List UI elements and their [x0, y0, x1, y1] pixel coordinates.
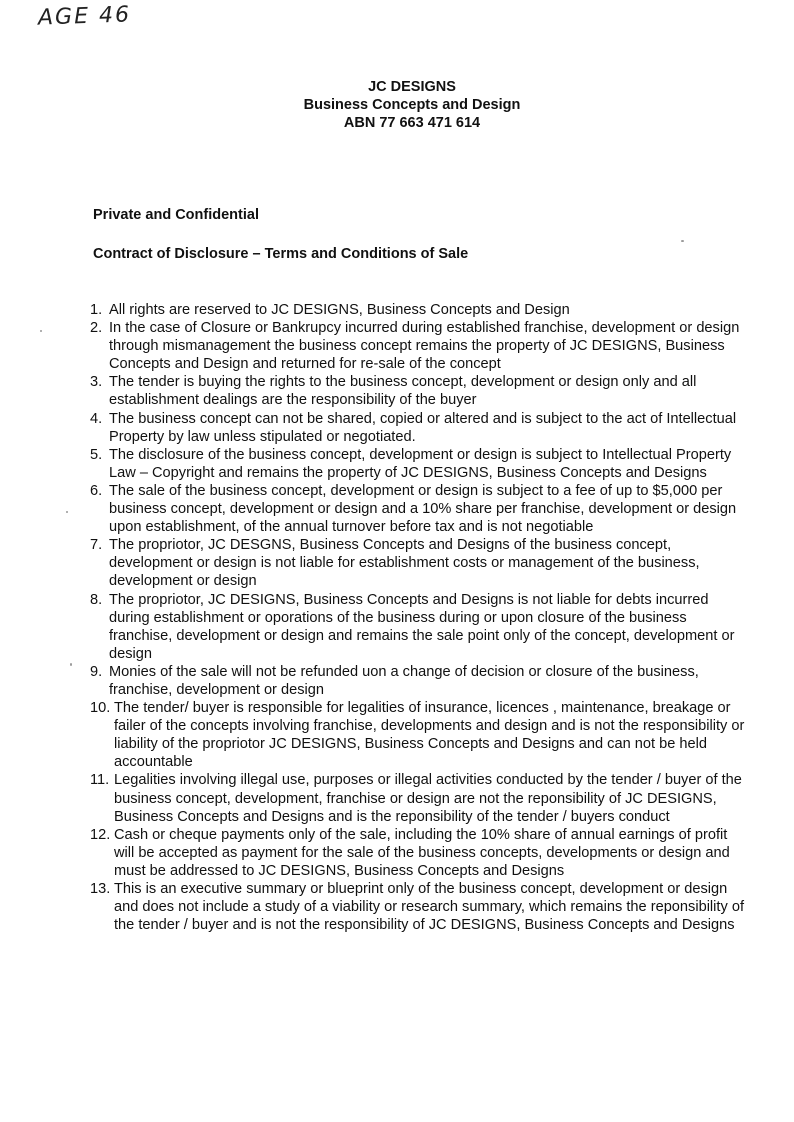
- term-text: The propriotor, JC DESGNS, Business Concepts and Designs of the business concept, development or design is not liable for establishment costs or management of the business, development or design: [109, 537, 700, 590]
- term-item: [90, 591, 750, 663]
- term-number: 7.: [90, 537, 103, 554]
- term-text: The tender/ buyer is responsible for legalities of insurance, licences , maintenance, breakage or failer of the concepts involving franchise, developments and design and is not the responsibility or liability of the propriotor JC DESIGNS, Business Concepts and Designs and can not be held accountable: [114, 700, 745, 771]
- term-number: 3.: [90, 374, 103, 391]
- term-text: The tender is buying the rights to the business concept, development or design only and all establishment dealings are the responsibility of the buyer: [109, 374, 697, 409]
- term-text: Cash or cheque payments only of the sale, including the 10% share of annual earnings of profit will be accepted as payment for the sale of the business concepts, developments or design and must be addressed to JC DESIGNS, Business Concepts and Designs: [114, 826, 730, 879]
- term-item: [90, 771, 750, 825]
- scan-speck: [681, 240, 684, 242]
- term-number: 9.: [90, 663, 103, 680]
- scan-speck: [40, 330, 42, 332]
- term-item: [90, 663, 750, 699]
- term-text: This is an executive summary or blueprint only of the business concept, development or design and does not include a study of a viability or research summary, which remains the reponsibility of the tender / buyer and is not the responsibility of JC DESIGNS, Business Concepts and Designs: [114, 881, 744, 934]
- term-text: Legalities involving illegal use, purposes or illegal activities conducted by the tender / buyer of the business concept, development, franchise or design are not the reponsibility of JC DESIGNS, Business Concepts and Designs and is the reponsibility of the tender / buyers conduct: [114, 772, 742, 825]
- term-text: The disclosure of the business concept, development or design is subject to Intellectual Property Law – Copyright and remains the property of JC DESIGNS, Business Concepts and Designs: [109, 446, 732, 481]
- term-number: 4.: [90, 410, 103, 427]
- term-item: [90, 301, 750, 319]
- term-item: [90, 536, 750, 590]
- term-text: The propriotor, JC DESIGNS, Business Concepts and Designs is not liable for debts incurred during establishment or oporations of the business during or upon closure of the business franchise, development or design and remains the sale point only of the concept, development or design: [109, 591, 735, 662]
- term-number: 2.: [90, 320, 103, 337]
- term-number: 5.: [90, 446, 103, 463]
- term-text: All rights are reserved to JC DESIGNS, Business Concepts and Design: [109, 302, 570, 318]
- handwritten-page-annotation: AGE 46: [37, 2, 132, 31]
- term-number: 1.: [90, 302, 103, 318]
- term-number: 11.: [90, 772, 110, 789]
- term-item: [90, 410, 750, 446]
- term-text: The sale of the business concept, development or design is subject to a fee of up to $5,000 per business concept, development or design and a 10% share per franchise, development or design upon establishment, of the annual turnover before tax and is not negotiable: [109, 482, 737, 536]
- company-subtitle: Business Concepts and Design: [303, 97, 521, 113]
- term-number: 8.: [90, 591, 103, 608]
- terms-list: [90, 301, 750, 934]
- term-item: [90, 826, 750, 880]
- term-text: The business concept can not be shared, copied or altered and is subject to the act of Intellectual Property by law unless stipulated or negotiated.: [109, 410, 737, 445]
- term-item: [90, 880, 750, 934]
- letterhead: [0, 78, 794, 132]
- term-number: 10.: [90, 700, 111, 717]
- confidential-heading: Private and Confidential: [93, 207, 259, 223]
- company-abn: ABN 77 663 471 614: [343, 115, 481, 131]
- term-item: [90, 373, 750, 409]
- term-number: 12.: [90, 826, 111, 843]
- term-item: [90, 446, 750, 482]
- scan-speck: [66, 511, 68, 513]
- term-number: 6.: [90, 482, 103, 499]
- term-item: [90, 319, 750, 373]
- term-item: [90, 699, 750, 771]
- company-name: JC DESIGNS: [368, 79, 456, 95]
- term-text: Monies of the sale will not be refunded uon a change of decision or closure of the business, franchise, development or design: [109, 663, 699, 698]
- term-text: In the case of Closure or Bankrupcy incurred during established franchise, development or design through mismanagement the business concept remains the property of JC DESIGNS, Business Concepts and Design and returned for re-sale of the concept: [109, 320, 740, 373]
- scan-speck: [70, 663, 72, 666]
- term-number: 13.: [90, 881, 111, 897]
- term-item: [90, 482, 750, 536]
- contract-title: Contract of Disclosure – Terms and Conditions of Sale: [93, 246, 469, 262]
